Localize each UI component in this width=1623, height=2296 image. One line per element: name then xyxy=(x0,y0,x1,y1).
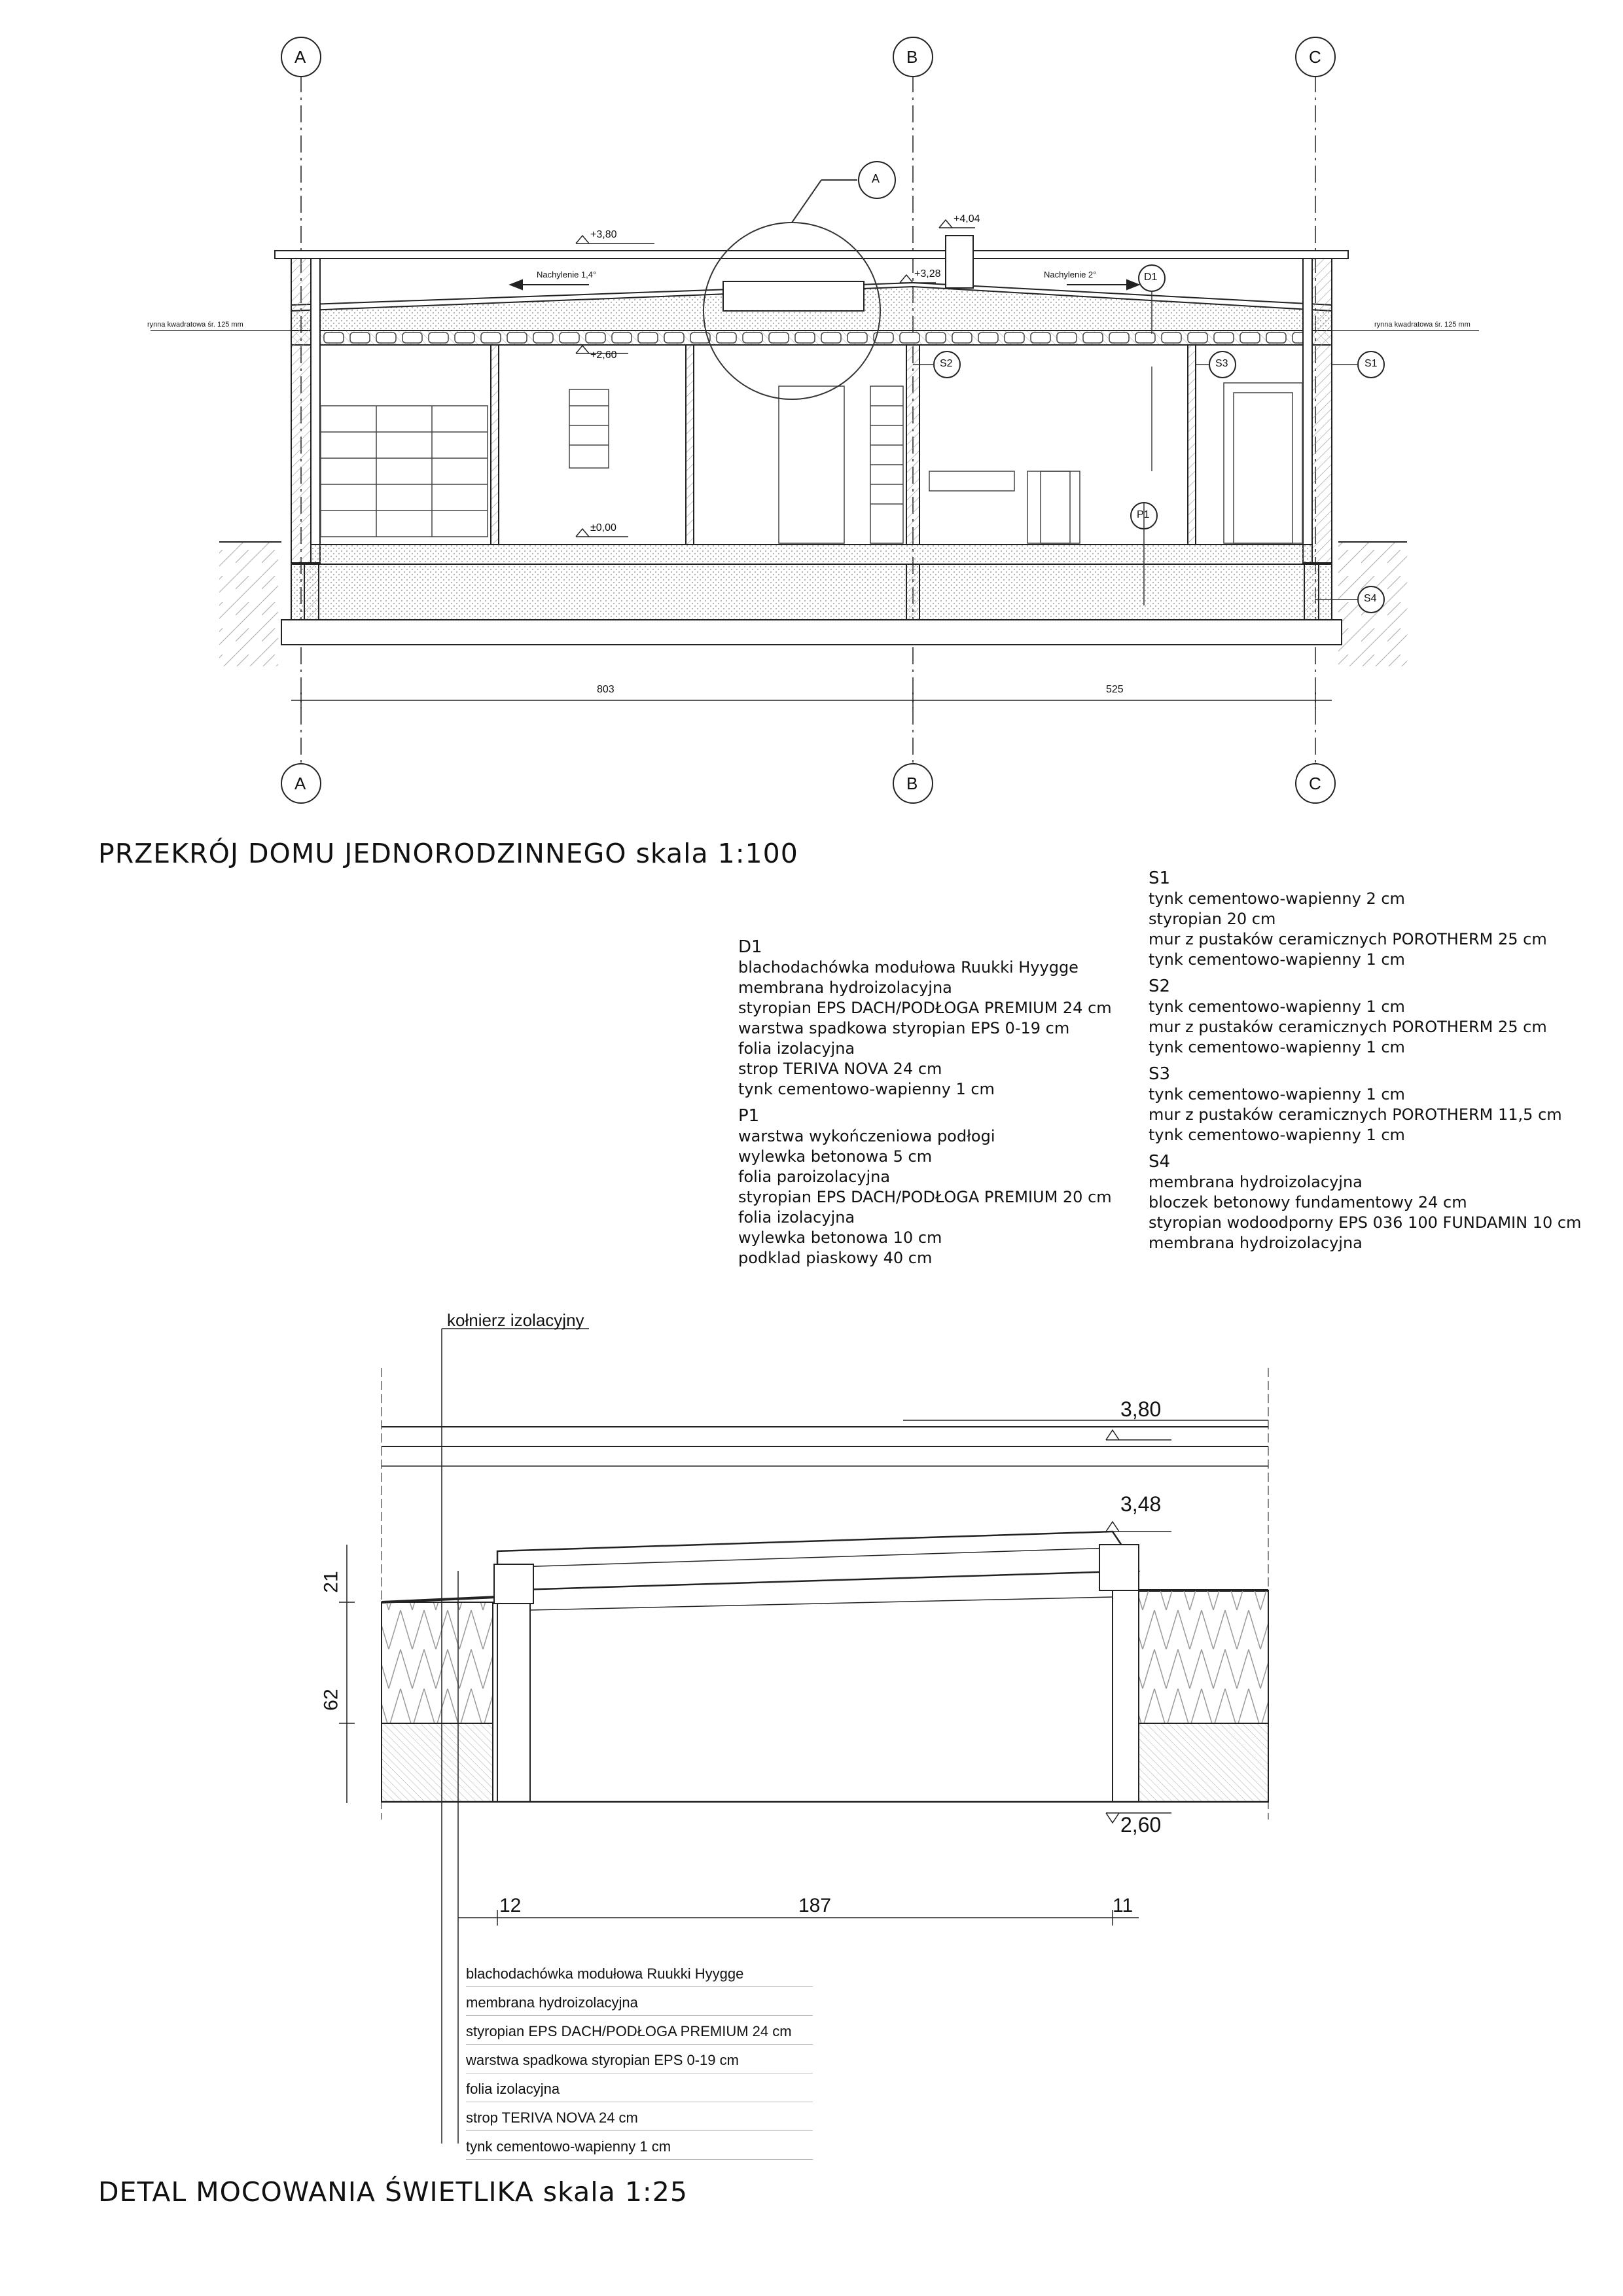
tag-p1: P1 xyxy=(1137,509,1150,520)
axis-label-a-bottom: A xyxy=(294,774,306,793)
layer-row: folia izolacyjna xyxy=(466,2073,813,2102)
teriva-block xyxy=(350,332,370,343)
legend-s1 xyxy=(1149,869,1581,970)
legend-line: blachodachówka modułowa Ruukki Hyygge xyxy=(738,958,1079,977)
detail-dim-12: 12 xyxy=(499,1895,522,1916)
teriva-block xyxy=(900,332,919,343)
teriva-block xyxy=(847,332,867,343)
teriva-block xyxy=(1188,332,1207,343)
teriva-block xyxy=(638,332,658,343)
teriva-block xyxy=(1266,332,1286,343)
chimney xyxy=(946,236,973,288)
teriva-block xyxy=(455,332,474,343)
teriva-block xyxy=(1214,332,1234,343)
axis-label-c-bottom: C xyxy=(1309,774,1321,793)
level-ceiling: +2,60 xyxy=(590,350,617,361)
teriva-block xyxy=(1162,332,1181,343)
legend-line: folia izolacyjna xyxy=(738,1208,855,1227)
tag-d1: D1 xyxy=(1144,272,1158,283)
teriva-block xyxy=(743,332,762,343)
legend-line: tynk cementowo-wapienny 1 cm xyxy=(1149,1126,1405,1144)
tag-s4: S4 xyxy=(1364,593,1377,604)
slope-right-label: Nachylenie 2° xyxy=(1044,270,1097,279)
level-chimney: +4,04 xyxy=(954,213,980,224)
teriva-block xyxy=(324,332,344,343)
teriva-block xyxy=(402,332,422,343)
legend-line: tynk cementowo-wapienny 1 cm xyxy=(1149,950,1405,969)
legend-line: membrana hydroizolacyjna xyxy=(738,978,952,997)
legend-line: membrana hydroizolacyjna xyxy=(1149,1234,1363,1252)
teriva-block xyxy=(429,332,448,343)
dimension-803: 803 xyxy=(597,684,615,695)
teriva-block xyxy=(560,332,579,343)
legend-line: folia paroizolacyjna xyxy=(738,1168,891,1186)
teriva-block xyxy=(1057,332,1077,343)
legend-line: tynk cementowo-wapienny 2 cm xyxy=(1149,889,1405,908)
legend-d1 xyxy=(738,937,1112,1100)
level-floor: ±0,00 xyxy=(590,522,616,533)
layer-row: membrana hydroizolacyjna xyxy=(466,1987,813,2016)
level-roof: +3,80 xyxy=(590,229,617,240)
teriva-block xyxy=(586,332,605,343)
legend-line: mur z pustaków ceramicznych POROTHERM 25 cm xyxy=(1149,930,1547,948)
legend-line: mur z pustaków ceramicznych POROTHERM 11,5 cm xyxy=(1149,1105,1562,1124)
teriva-block xyxy=(1240,332,1260,343)
legend-line: styropian 20 cm xyxy=(1149,910,1276,928)
legend-line: folia izolacyjna xyxy=(738,1039,855,1058)
legend-line: styropian EPS DACH/PODŁOGA PREMIUM 24 cm xyxy=(738,999,1112,1017)
tag-s2: S2 xyxy=(940,358,953,369)
teriva-block xyxy=(612,332,632,343)
teriva-block xyxy=(978,332,998,343)
teriva-block xyxy=(1109,332,1129,343)
teriva-block xyxy=(533,332,553,343)
legend-line: warstwa spadkowa styropian EPS 0-19 cm xyxy=(738,1019,1070,1037)
legend-code: D1 xyxy=(738,937,762,957)
layer-row: blachodachówka modułowa Ruukki Hyygge xyxy=(466,1958,813,1987)
floor-slab xyxy=(281,545,1342,645)
teriva-block xyxy=(481,332,501,343)
axis-lines xyxy=(301,75,1315,776)
teriva-block xyxy=(1005,332,1024,343)
teriva-block xyxy=(717,332,736,343)
teriva-block xyxy=(664,332,684,343)
tag-s1: S1 xyxy=(1364,358,1378,369)
axis-label-c-top: C xyxy=(1309,47,1321,67)
detail-level-top: 3,80 xyxy=(1120,1397,1162,1421)
teriva-block xyxy=(821,332,841,343)
legend-line: warstwa wykończeniowa podłogi xyxy=(738,1127,995,1145)
detail-level-mid: 3,48 xyxy=(1120,1492,1162,1516)
legend-p1 xyxy=(738,1106,1112,1268)
legend-line: styropian wodoodporny EPS 036 100 FUNDAMIN 10 cm xyxy=(1149,1213,1582,1232)
layer-row: warstwa spadkowa styropian EPS 0-19 cm xyxy=(466,2045,813,2073)
legend-line: tynk cementowo-wapienny 1 cm xyxy=(1149,1085,1405,1103)
legend-line: tynk cementowo-wapienny 1 cm xyxy=(1149,997,1405,1016)
layer-row: strop TERIVA NOVA 24 cm xyxy=(466,2102,813,2131)
axis-label-b-top: B xyxy=(906,47,918,67)
detail-level-bottom: 2,60 xyxy=(1120,1813,1162,1837)
level-ridge: +3,28 xyxy=(914,268,941,279)
detail-title: DETAL MOCOWANIA ŚWIETLIKA skala 1:25 xyxy=(98,2176,688,2208)
slope-left-label: Nachylenie 1,4° xyxy=(537,270,597,279)
detail-dim-187: 187 xyxy=(798,1895,832,1916)
legend-line: styropian EPS DACH/PODŁOGA PREMIUM 20 cm xyxy=(738,1188,1112,1206)
teriva-block xyxy=(769,332,789,343)
detail-dim-11: 11 xyxy=(1113,1895,1133,1916)
legend-line: wylewka betonowa 5 cm xyxy=(738,1147,933,1166)
legend-left xyxy=(738,936,1112,1275)
tag-s3: S3 xyxy=(1215,358,1228,369)
dimension-line xyxy=(291,692,1332,708)
flange-label: kołnierz izolacyjny xyxy=(447,1310,584,1330)
teriva-block xyxy=(926,332,946,343)
teriva-block xyxy=(1135,332,1155,343)
legend-line: podklad piaskowy 40 cm xyxy=(738,1249,933,1267)
gutter-left-label: rynna kwadratowa śr. 125 mm xyxy=(147,321,243,329)
axis-label-a-top: A xyxy=(294,47,306,67)
layer-row: styropian EPS DACH/PODŁOGA PREMIUM 24 cm xyxy=(466,2016,813,2045)
teriva-block xyxy=(1031,332,1050,343)
detail-dim-21: 21 xyxy=(320,1571,342,1593)
teriva-block xyxy=(952,332,972,343)
legend-right xyxy=(1149,867,1581,1260)
legend-line: bloczek betonowy fundamentowy 24 cm xyxy=(1149,1193,1467,1211)
axis-bubbles xyxy=(281,37,1335,803)
teriva-block xyxy=(376,332,396,343)
legend-code: S2 xyxy=(1149,977,1171,996)
legend-s4 xyxy=(1149,1152,1581,1253)
legend-line: wylewka betonowa 10 cm xyxy=(738,1229,942,1247)
detail-layer-list xyxy=(466,1958,813,2160)
legend-s2 xyxy=(1149,977,1581,1058)
legend-code: P1 xyxy=(738,1106,760,1126)
legend-s3 xyxy=(1149,1064,1581,1145)
detail-callout-label: A xyxy=(872,172,880,185)
legend-code: S4 xyxy=(1149,1152,1171,1172)
legend-line: membrana hydroizolacyjna xyxy=(1149,1173,1363,1191)
teriva-block xyxy=(507,332,527,343)
legend-line: mur z pustaków ceramicznych POROTHERM 25 cm xyxy=(1149,1018,1547,1036)
axis-label-b-bottom: B xyxy=(906,774,918,793)
layer-row: tynk cementowo-wapienny 1 cm xyxy=(466,2131,813,2160)
dimension-525: 525 xyxy=(1106,684,1124,695)
legend-code: S3 xyxy=(1149,1064,1171,1084)
section-title: PRZEKRÓJ DOMU JEDNORODZINNEGO skala 1:100 xyxy=(98,838,798,869)
ground-left xyxy=(219,542,278,666)
legend-code: S1 xyxy=(1149,869,1171,888)
legend-line: strop TERIVA NOVA 24 cm xyxy=(738,1060,942,1078)
teriva-block xyxy=(1083,332,1103,343)
gutter-right-label: rynna kwadratowa śr. 125 mm xyxy=(1374,321,1471,329)
teriva-block xyxy=(795,332,815,343)
legend-line: tynk cementowo-wapienny 1 cm xyxy=(1149,1038,1405,1056)
detail-dim-62: 62 xyxy=(320,1689,342,1711)
legend-line: tynk cementowo-wapienny 1 cm xyxy=(738,1080,995,1098)
